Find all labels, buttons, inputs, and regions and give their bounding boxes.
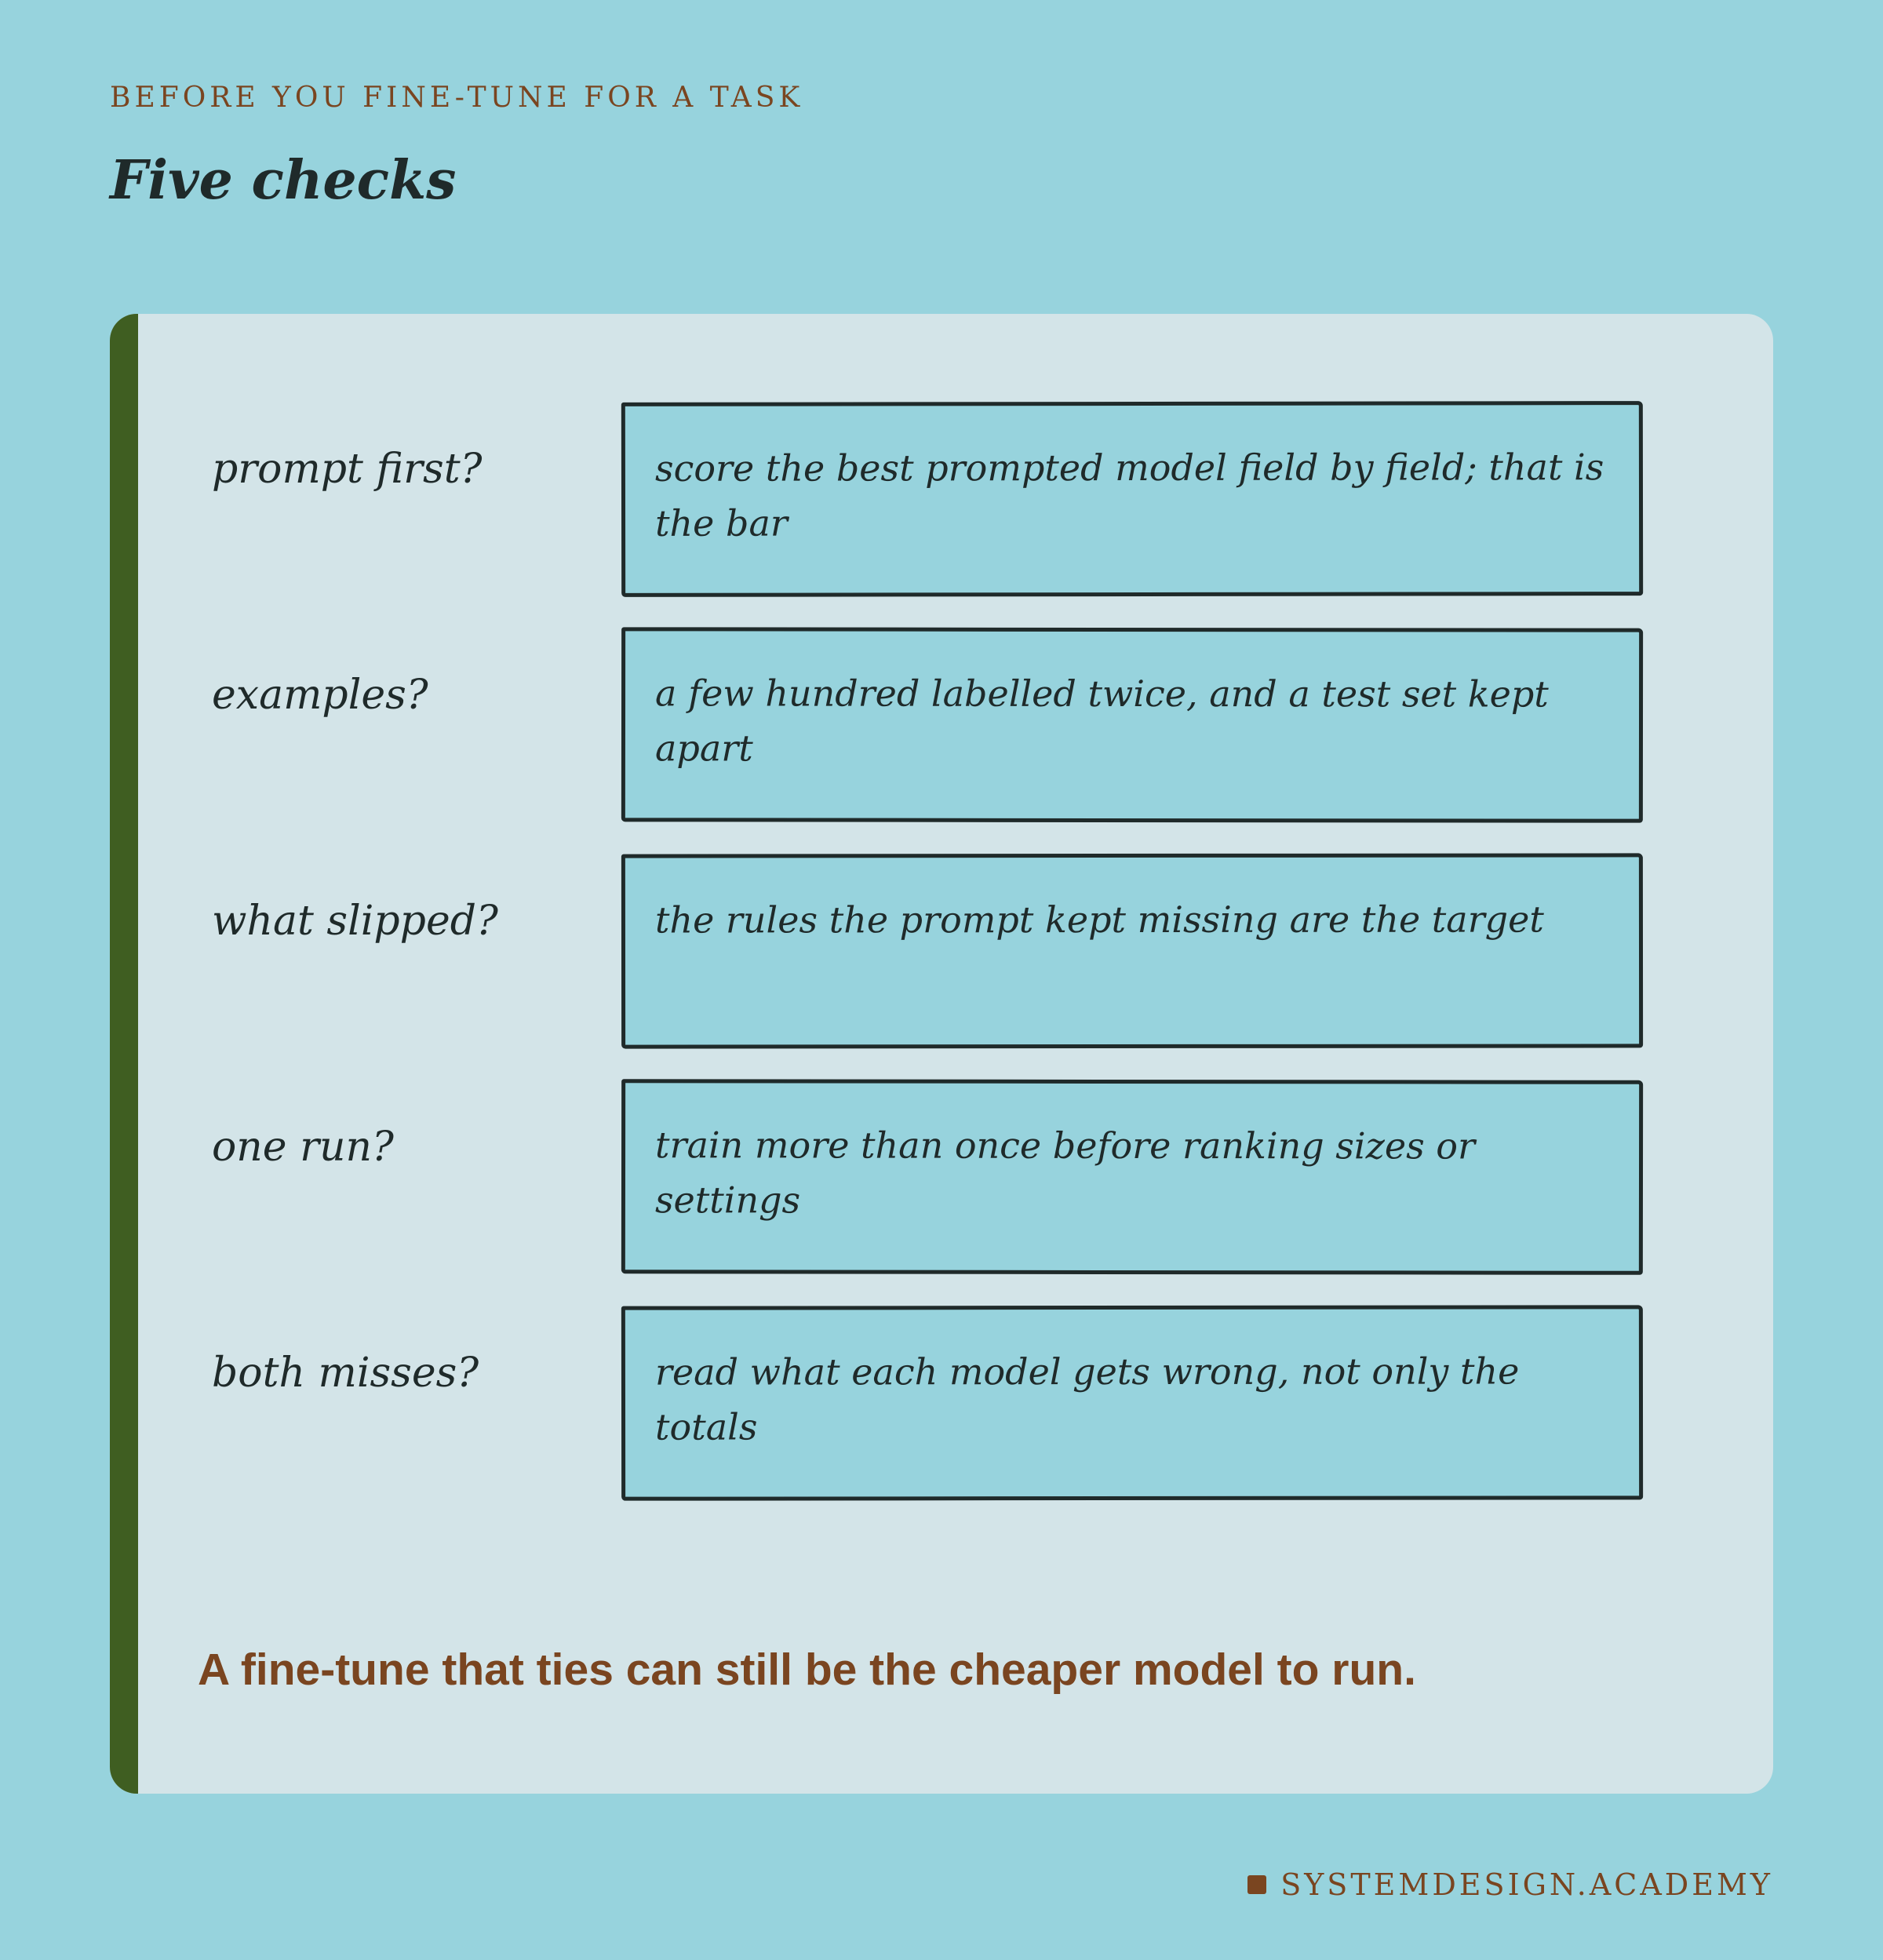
check-question-what-slipped: what slipped? bbox=[212, 898, 498, 945]
eyebrow-label: BEFORE YOU FINE-TUNE FOR A TASK bbox=[110, 82, 804, 114]
check-question-one-run: one run? bbox=[212, 1124, 394, 1171]
check-answer-text: score the best prompted model field by field; that is the bar bbox=[654, 446, 1604, 545]
page-title: Five checks bbox=[110, 149, 457, 212]
brand-name: SYSTEMDESIGN.ACADEMY bbox=[1280, 1867, 1773, 1902]
check-answer-text: a few hundred labelled twice, and a test set kept apart bbox=[654, 672, 1549, 770]
check-answer-box bbox=[621, 1305, 1643, 1500]
brand-footer bbox=[1247, 1867, 1773, 1902]
check-answer-box bbox=[621, 1079, 1643, 1275]
takeaway-text: A fine-tune that ties can still be the cheaper model to run. bbox=[198, 1645, 1416, 1695]
check-question-prompt-first: prompt first? bbox=[212, 446, 483, 493]
check-question-examples: examples? bbox=[212, 672, 428, 719]
check-answer-box bbox=[621, 853, 1643, 1048]
check-answer-text: train more than once before ranking sizes or settings bbox=[654, 1124, 1476, 1222]
check-answer-text: the rules the prompt kept missing are the target bbox=[654, 898, 1544, 942]
check-answer-box bbox=[621, 401, 1643, 597]
check-question-both-misses: both misses? bbox=[212, 1350, 479, 1397]
checks-card bbox=[110, 314, 1773, 1794]
card-accent-bar bbox=[110, 314, 138, 1794]
check-answer-text: read what each model gets wrong, not only the totals bbox=[654, 1350, 1520, 1448]
check-answer-box bbox=[621, 627, 1643, 822]
brand-square-icon bbox=[1247, 1875, 1266, 1894]
